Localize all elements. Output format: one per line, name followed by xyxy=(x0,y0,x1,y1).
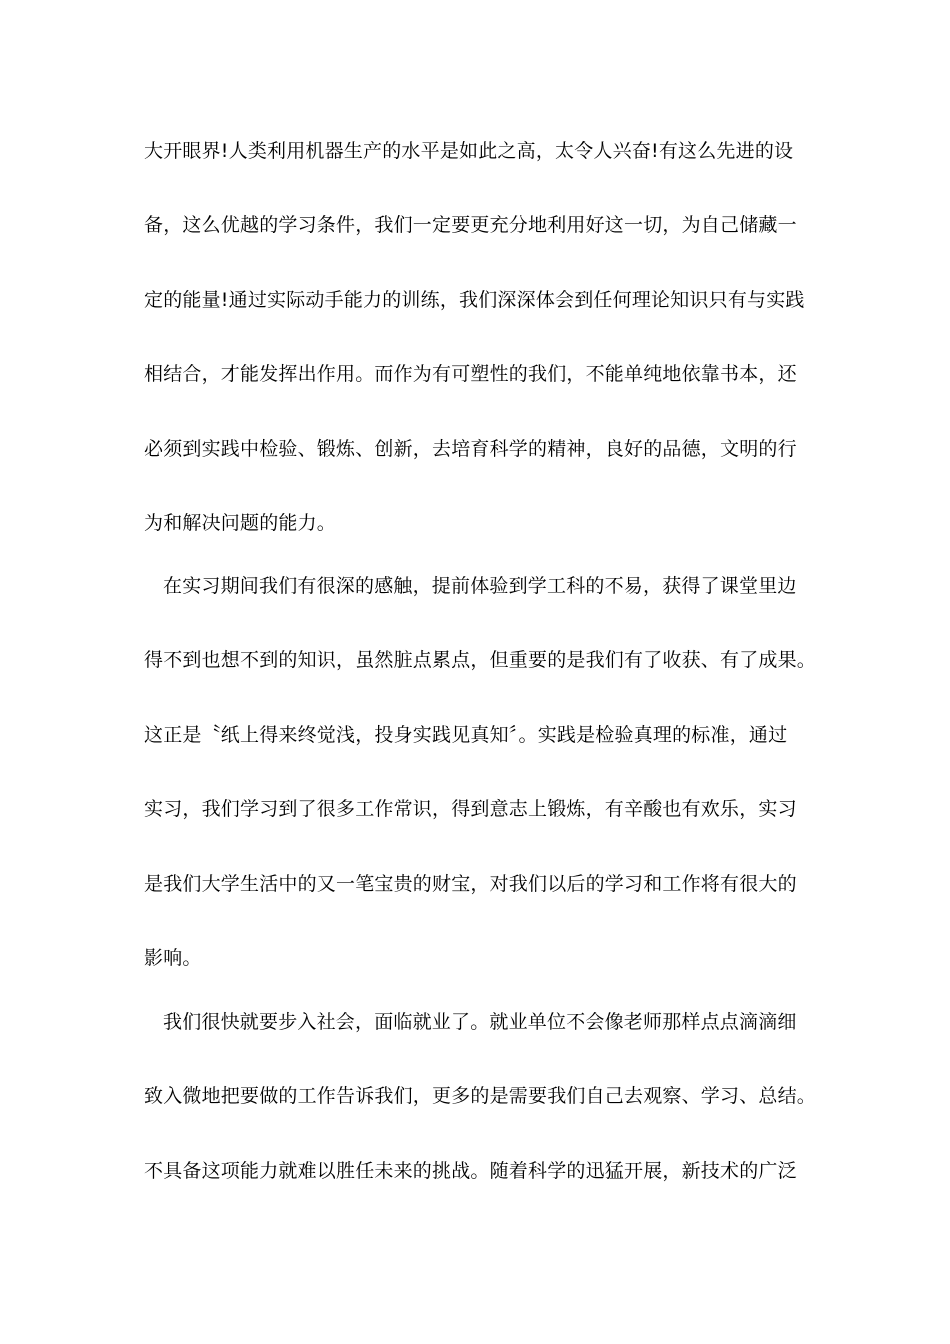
text-line: 备，这么优越的学习条件，我们一定要更充分地利用好这一切，为自己储藏一 xyxy=(144,214,797,236)
paragraph-first-line: 我们很快就要步入社会，面临就业了。就业单位不会像老师那样点点滴滴细 xyxy=(163,1011,797,1033)
text-line: 为和解决问题的能力。 xyxy=(144,512,337,534)
text-line: 致入微地把要做的工作告诉我们，更多的是需要我们自己去观察、学习、总结。 xyxy=(144,1085,817,1107)
text-line: 是我们大学生活中的又一笔宝贵的财宝，对我们以后的学习和工作将有很大的 xyxy=(144,873,797,895)
text-line: 这正是〝纸上得来终觉浅，投身实践见真知〞。实践是检验真理的标准，通过 xyxy=(144,724,788,746)
text-line: 定的能量!通过实际动手能力的训练，我们深深体会到任何理论知识只有与实践 xyxy=(144,289,805,311)
text-line: 必须到实践中检验、锻炼、创新，去培育科学的精神，良好的品德，文明的行 xyxy=(144,438,797,460)
paragraph-first-line: 在实习期间我们有很深的感触，提前体验到学工科的不易，获得了课堂里边 xyxy=(163,575,797,597)
text-line: 相结合，才能发挥出作用。而作为有可塑性的我们，不能单纯地依靠书本，还 xyxy=(144,363,797,385)
text-line: 得不到也想不到的知识，虽然脏点累点，但重要的是我们有了收获、有了成果。 xyxy=(144,649,817,671)
text-line: 影响。 xyxy=(144,947,202,969)
text-line: 不具备这项能力就难以胜任未来的挑战。随着科学的迅猛开展，新技术的广泛 xyxy=(144,1160,797,1182)
text-line: 实习，我们学习到了很多工作常识，得到意志上锻炼，有辛酸也有欢乐，实习 xyxy=(144,798,797,820)
text-line: 大开眼界!人类利用机器生产的水平是如此之高，太令人兴奋!有这么先进的设 xyxy=(144,140,794,162)
